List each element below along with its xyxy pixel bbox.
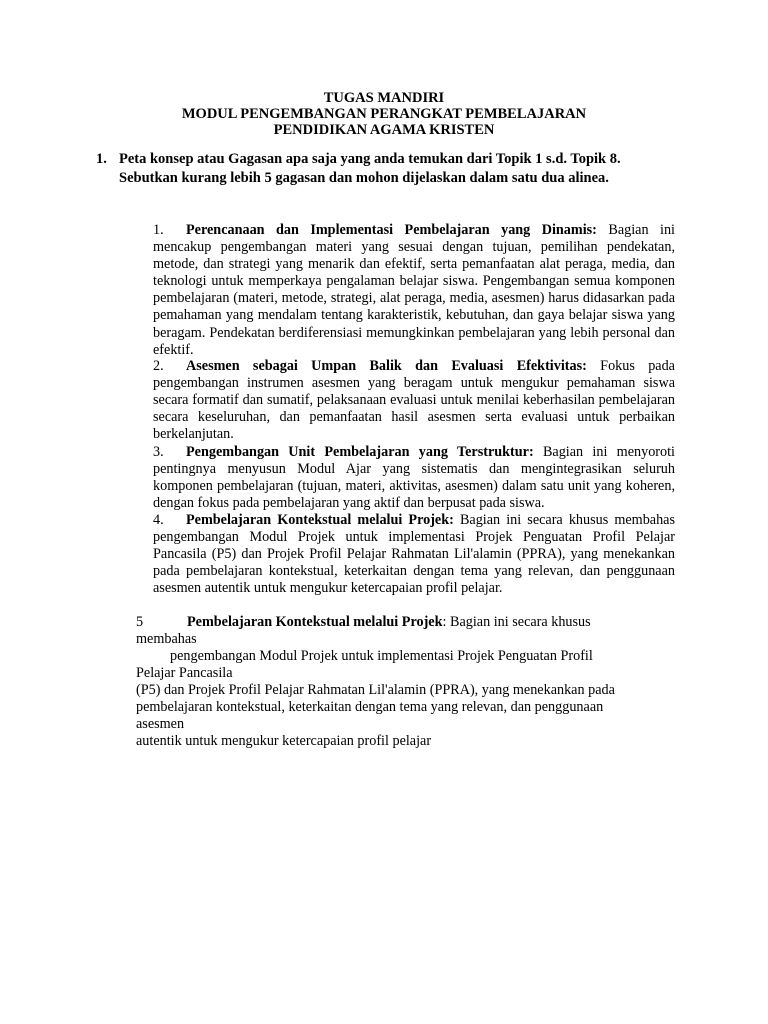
item-title: Pembelajaran Kontekstual melalui Projek:: [186, 512, 454, 528]
document-title: TUGAS MANDIRI: [323, 90, 445, 106]
item-body: Bagian ini secara khusus membahas pengembangan Modul Projek untuk implementasi Projek Penguatan Profil Pelajar Pancasila (P5) dan Projek Profil Pelajar Rahmatan Lil'alamin (PPRA), yang menekankan pada pembelajaran kontekstual, keterkaitan dengan tema yang relevan, dan penggunaan asesmen autentik untuk mengukur ketercapaian profil pelajar.: [153, 512, 676, 597]
item5-line-1: [187, 614, 591, 631]
item-body: Bagian ini menyoroti pentingnya menyusun Modul Ajar yang sistematis dan mengintegrasikan seluruh komponen pembelajaran (tujuan, materi, aktivitas, asesmen) dalam satu unit yang koheren, dengan fokus pada pembelajaran yang aktif dan berpusat pada siswa.: [153, 444, 675, 512]
item5-title: Pembelajaran Kontekstual melalui Projek: [187, 614, 443, 630]
item-body: Bagian ini mencakup pengembangan materi yang sesuai dengan tujuan, pemilihan pendekatan, metode, dan strategi yang menarik dan efektif, serta pemanfaatan alat peraga, media, dan teknologi untuk memperkaya pengalaman belajar siswa. Pengembangan semua komponen pembelajaran (materi, metode, strategi, alat peraga, media, asesmen) harus didasarkan pada pemahaman yang mendalam tentang karakteristik, kebutuhan, dan gaya belajar siswa yang beragam. Pendekatan berdiferensiasi memungkinkan pembelajaran yang lebih personal dan efektif.: [153, 222, 675, 358]
item5-line-8: autentik untuk mengukur ketercapaian profil pelajar: [136, 733, 432, 749]
list-item: [153, 358, 675, 443]
item-title: Asesmen sebagai Umpan Balik dan Evaluasi Efektivitas:: [186, 358, 587, 374]
item5-line-3: pengembangan Modul Projek untuk implementasi Projek Penguatan Profil: [170, 648, 593, 664]
document-subtitle: MODUL PENGEMBANGAN PERANGKAT PEMBELAJARAN: [181, 106, 587, 122]
item-title: Pengembangan Unit Pembelajaran yang Terstruktur:: [186, 444, 534, 460]
item5-number: 5: [136, 614, 144, 630]
item5-line-6: pembelajaran kontekstual, keterkaitan dengan tema yang relevan, dan penggunaan: [136, 699, 604, 715]
item-number: 4.: [153, 512, 164, 528]
item-number: 2.: [153, 358, 164, 374]
item-title: Perencanaan dan Implementasi Pembelajaran yang Dinamis:: [186, 222, 597, 238]
item-body: Fokus pada pengembangan instrumen asesmen yang beragam untuk mengukur pemahaman siswa secara formatif dan sumatif, pelaksanaan evaluasi untuk menilai keberhasilan pembelajaran secara keseluruhan, dan pemanfaatan hasil asesmen serta evaluasi untuk perbaikan berkelanjutan.: [153, 358, 675, 443]
question-line-1: Peta konsep atau Gagasan apa saja yang anda temukan dari Topik 1 s.d. Topik 8.: [119, 151, 621, 167]
item5-line-4: Pelajar Pancasila: [136, 665, 233, 681]
item5-line-1-text: : Bagian ini secara khusus: [442, 614, 591, 630]
question-number: 1.: [96, 151, 107, 167]
item-number: 1.: [153, 222, 164, 238]
list-item: [153, 444, 675, 512]
document-subject: PENDIDIKAN AGAMA KRISTEN: [273, 122, 495, 138]
item5-line-7: asesmen: [136, 716, 185, 732]
item-number: 3.: [153, 444, 164, 460]
item5-line-5: (P5) dan Projek Profil Pelajar Rahmatan Lil'alamin (PPRA), yang menekankan pada: [136, 682, 615, 698]
list-item: [153, 512, 675, 597]
list-item: [153, 222, 675, 359]
item5-line-2: membahas: [136, 631, 197, 647]
question-line-2: Sebutkan kurang lebih 5 gagasan dan mohon dijelaskan dalam satu dua alinea.: [119, 170, 609, 186]
